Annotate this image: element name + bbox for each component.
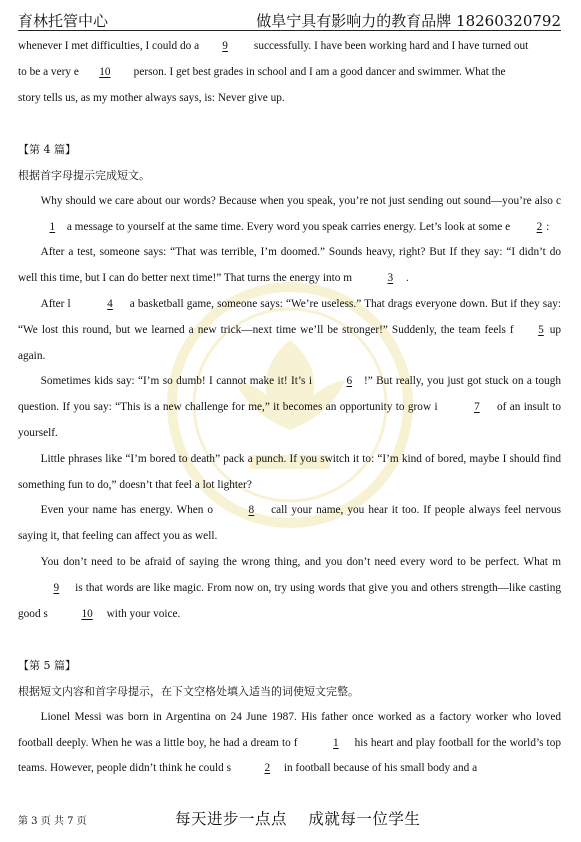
blank-1: 1 xyxy=(333,736,339,749)
passage-4-paragraph: You don’t need to be afraid of saying the wrong thing, and you don’t need every word to be perfect. What m9 is that words are like magic. From now on, try using words that give you and others strength—like casting good s 10 with your voice. xyxy=(18,550,561,627)
page-header xyxy=(18,8,561,31)
passage-4-paragraph: Why should we care about our words? Because when you speak, you’re not just sending out sound—you’re also c1 a message to yourself at the same time. Every word you speak carries energy. Let’s look at some e 2 : xyxy=(18,189,561,241)
blank-2: 2 xyxy=(264,762,271,775)
page-number: 第 3 页 共 7 页 xyxy=(18,816,87,827)
blank-7: 7 xyxy=(474,401,480,414)
blank-1: 1 xyxy=(49,220,56,233)
blank-9: 9 xyxy=(53,581,60,594)
prev-passage-line: whenever I met difficulties, I could do a 9 successfully. I have been working hard and I have turned out xyxy=(18,34,561,60)
blank-4: 4 xyxy=(107,297,113,310)
prev-passage-line: to be a very e 10 person. I get best grades in school and I am a good dancer and swimmer. What the xyxy=(18,60,561,86)
passage-5-heading: 【第 5 篇】 xyxy=(18,659,76,673)
passage-4-paragraph: Sometimes kids say: “I’m so dumb! I cannot make it! It’s i 6 !” But really, you just got stuck on a tough question. If you say: “This is a new challenge for me,” it becomes an opportunity to grow i 7 of an insult to yourself. xyxy=(18,369,561,446)
blank-8: 8 xyxy=(248,504,255,517)
header-slogan-phone: 做阜宁具有影响力的教育品牌 18260320792 xyxy=(256,12,561,30)
blank-10: 10 xyxy=(81,607,93,620)
blank-3: 3 xyxy=(387,272,394,285)
passage-4-heading: 【第 4 篇】 xyxy=(18,143,76,157)
blank-10: 10 xyxy=(99,65,111,78)
blank-5: 5 xyxy=(538,323,544,336)
passage-4-paragraph: Little phrases like “I’m bored to death” pack a punch. If you switch it to: “I’m kind of bored, maybe I should find something fun to do,” doesn’t that feel a lot lighter? xyxy=(18,452,561,491)
passage-5-instructions: 根据短文内容和首字母提示，在下文空格处填入适当的词使短文完整。 xyxy=(18,684,359,698)
blank-2: 2 xyxy=(536,220,543,233)
passage-4-paragraph: After l 4 a basketball game, someone says: “We’re useless.” That drags everyone down. But if they say: “We lost this round, but we learned a new trick—next time we’ll be stronger!” Suddenly, the team feels f 5 up again. xyxy=(18,292,561,369)
page-content xyxy=(18,34,561,782)
passage-4-paragraph: Even your name has energy. When o 8 call your name, you hear it too. If people always feel nervous saying it, that feeling can affect you as well. xyxy=(18,498,561,550)
passage-5-paragraph: Lionel Messi was born in Argentina on 24 June 1987. His father once worked as a factory worker who loved football deeply. When he was a little boy, he had a dream to f 1 his heart and play football for the world’s top teams. However, people didn’t think he could s 2 in football because of his small body and a xyxy=(18,705,561,782)
header-brand: 育林托管中心 xyxy=(18,12,109,30)
prev-passage-line: story tells us, as my mother always says, is: Never give up. xyxy=(18,91,285,104)
passage-4-instructions: 根据首字母提示完成短文。 xyxy=(18,168,150,182)
passage-4-paragraph: After a test, someone says: “That was terrible, I’m doomed.” Sounds heavy, right? But If they say: “I didn’t do well this time, but I can do better next time!” That turns the energy into m 3 . xyxy=(18,240,561,292)
blank-9: 9 xyxy=(222,40,228,52)
blank-6: 6 xyxy=(346,375,353,388)
footer-slogan: 每天进步一点点 成就每一位学生 xyxy=(175,810,421,828)
